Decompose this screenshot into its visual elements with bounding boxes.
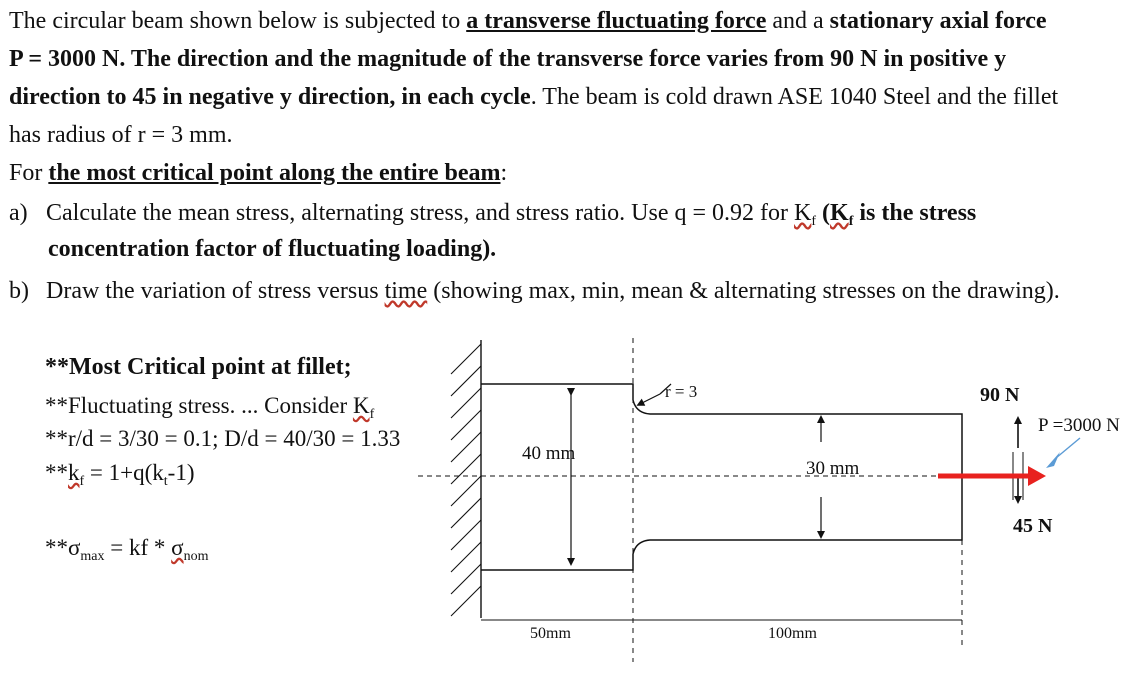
axial-annotation-arrowhead xyxy=(1046,452,1060,468)
statement-line-3: direction to 45 in negative y direction, in each cycle. The beam is cold drawn ASE 1040 Steel and the fillet xyxy=(9,84,1059,110)
length-50-label: 50mm xyxy=(530,625,571,642)
note-fluctuating-stress: **Fluctuating stress. ... Consider $K_f$ xyxy=(45,393,375,422)
part-a-marker: a) xyxy=(9,200,28,226)
fillet-radius-label: r = 3 xyxy=(665,382,698,401)
force-up-label: 90 N xyxy=(980,384,1020,406)
axial-annotation-curve xyxy=(1056,438,1080,458)
note-sigma-max-formula: $**\sigma_{max}$ = kf * $\sigma_{nom}$ xyxy=(45,535,209,564)
length-100-label: 100mm xyxy=(768,625,817,642)
statement-line-4: has radius of r = 3 mm. xyxy=(9,122,233,148)
part-a: a) Calculate the mean stress, alternating stress, and stress ratio. Use q = 0.92 for $K_f$ ($K_f$ is the stress xyxy=(9,194,1129,236)
small-diameter-label: 30 mm xyxy=(806,458,860,479)
axial-force-label: P =3000 N xyxy=(1038,415,1120,436)
critical-point-text: the most critical point along the entire beam xyxy=(48,160,501,186)
fillet-leader xyxy=(640,394,660,404)
statement-line-1: The circular beam shown below is subjected to a transverse fluctuating force and a stationary axial force xyxy=(9,8,1047,34)
statement-line-2: P = 3000 N. The direction and the magnitude of the transverse force varies from 90 N in positive y xyxy=(9,46,1007,72)
part-a-continued: concentration factor of fluctuating loading). xyxy=(48,236,497,262)
note-ratios: **r/d = 3/30 = 0.1; D/d = 40/30 = 1.33 xyxy=(45,426,401,451)
part-b-marker: b) xyxy=(9,278,29,304)
transverse-fluctuating-force-text: a transverse fluctuating force xyxy=(466,8,767,34)
note-critical-point: **Most Critical point at fillet; xyxy=(45,354,352,380)
part-b: b) Draw the variation of stress versus time (showing max, min, mean & alternating stresses on the drawing). xyxy=(9,272,1129,310)
axial-force-arrowhead xyxy=(1028,466,1046,486)
fixed-wall xyxy=(451,340,481,618)
statement-line-5: For the most critical point along the entire beam: xyxy=(9,160,508,186)
shaft-outline xyxy=(481,384,962,570)
big-diameter-label: 40 mm xyxy=(522,443,576,464)
stationary-axial-force-text: stationary axial force xyxy=(829,8,1047,34)
note-kf-formula: $**k_f = 1+q(k_t-1)$ xyxy=(45,460,195,489)
force-down-label: 45 N xyxy=(1013,515,1053,537)
